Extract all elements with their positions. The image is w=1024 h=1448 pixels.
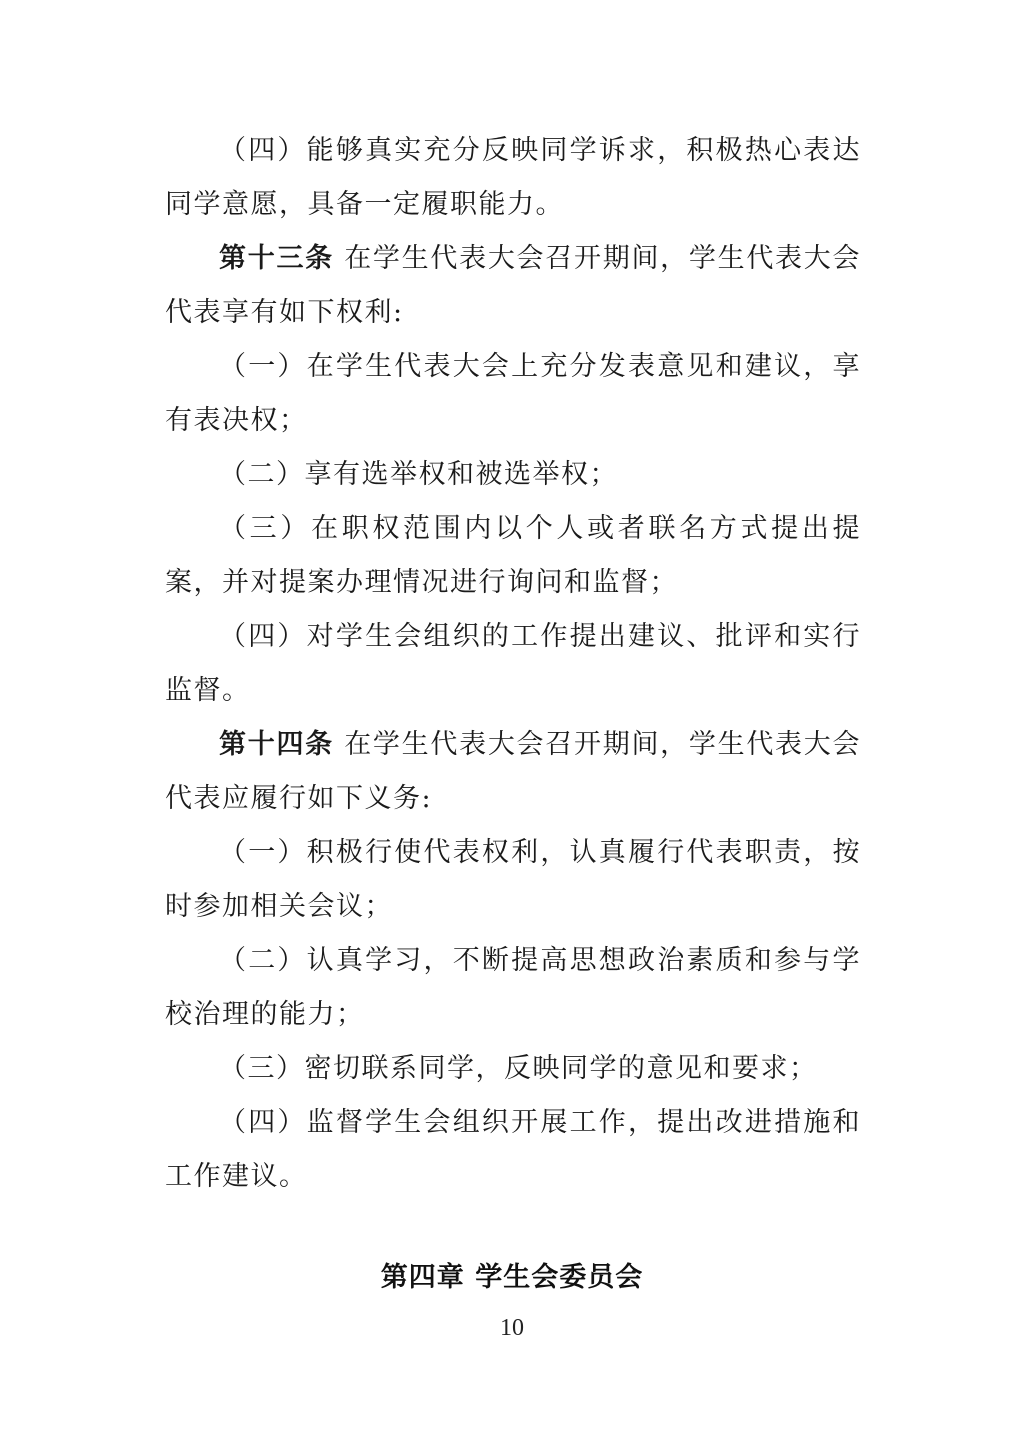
article-13-item-4 bbox=[165, 610, 861, 718]
article-13-item-3 bbox=[165, 502, 861, 610]
article-14 bbox=[165, 718, 861, 826]
paragraph-text: （四）对学生会组织的工作提出建议、批评和实行监督。 bbox=[165, 621, 861, 706]
article-13-text: 在学生代表大会召开期间，学生代表大会代表享有如下权利: bbox=[165, 243, 862, 328]
article-14-text: 在学生代表大会召开期间，学生代表大会代表应履行如下义务: bbox=[165, 729, 862, 814]
article-13-item-2 bbox=[165, 448, 861, 502]
article-14-item-3 bbox=[165, 1042, 861, 1096]
article-14-heading: 第十四条 bbox=[219, 729, 334, 760]
article-13-heading: 第十三条 bbox=[219, 243, 334, 274]
document-body bbox=[165, 124, 861, 1204]
paragraph-text: （三）密切联系同学，反映同学的意见和要求； bbox=[219, 1053, 818, 1084]
page-number: 10 bbox=[500, 1315, 524, 1341]
article-14-item-4 bbox=[165, 1096, 861, 1204]
paragraph-text: （四）能够真实充分反映同学诉求，积极热心表达同学意愿，具备一定履职能力。 bbox=[165, 135, 861, 220]
article-13 bbox=[165, 232, 861, 340]
article-14-item-2 bbox=[165, 934, 861, 1042]
chapter-title: 第四章 学生会委员会 bbox=[380, 1262, 644, 1293]
paragraph-text: （一）在学生代表大会上充分发表意见和建议，享有表决权； bbox=[165, 351, 861, 436]
paragraph-text: （二）认真学习，不断提高思想政治素质和参与学校治理的能力； bbox=[165, 945, 861, 1030]
paragraph-item-4-continued bbox=[165, 124, 861, 232]
paragraph-text: （三）在职权范围内以个人或者联名方式提出提案，并对提案办理情况进行询问和监督； bbox=[165, 513, 861, 598]
article-14-item-1 bbox=[165, 826, 861, 934]
paragraph-text: （四）监督学生会组织开展工作，提出改进措施和工作建议。 bbox=[165, 1107, 861, 1192]
paragraph-text: （二）享有选举权和被选举权； bbox=[219, 459, 618, 490]
paragraph-text: （一）积极行使代表权利，认真履行代表职责，按时参加相关会议； bbox=[165, 837, 861, 922]
article-13-item-1 bbox=[165, 340, 861, 448]
